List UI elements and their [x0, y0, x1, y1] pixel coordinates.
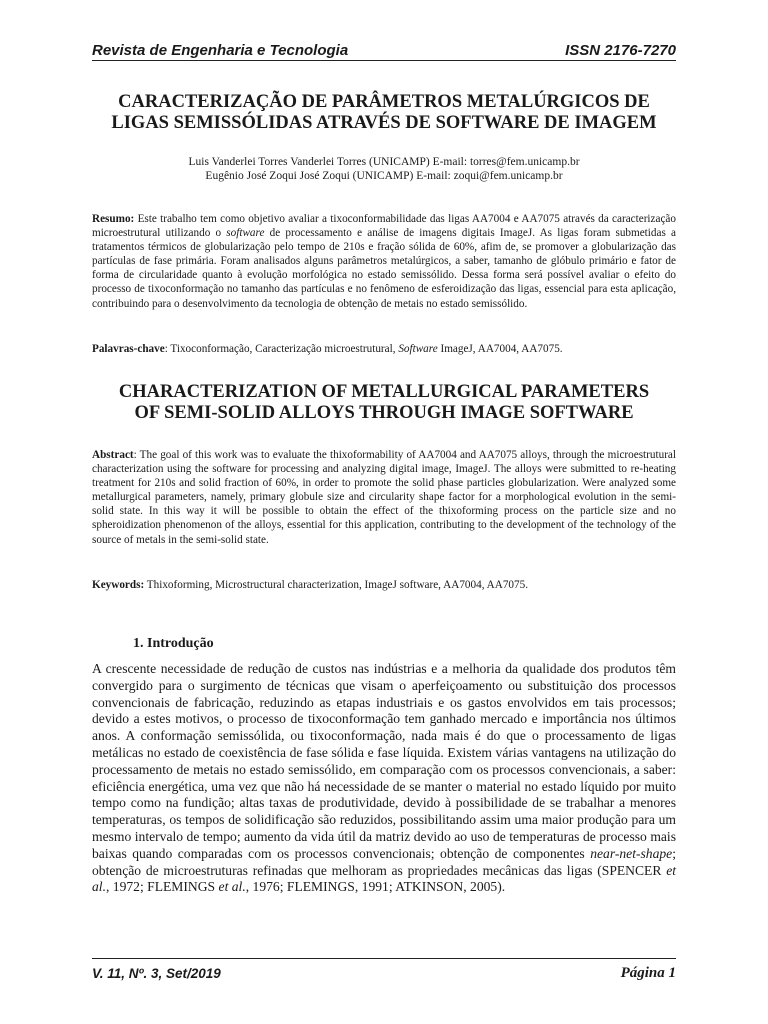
keywords-label: Keywords: [92, 579, 145, 591]
intro-text-d: , 1976; FLEMINGS, 1991; ATKINSON, 2005). [245, 879, 506, 895]
footer-divider [92, 958, 676, 959]
title-english [80, 382, 688, 424]
palavras-chave-italic: Software [398, 343, 438, 355]
title-pt-line-1: CARACTERIZAÇÃO DE PARÂMETROS METALÚRGICOS DE [118, 92, 650, 112]
intro-text-a: A crescente necessidade de redução de custos nas indústrias e a melhoria da qualidade dos produtos têm convergido para o surgimento de técnicas que visam o aperfeiçoamento ou substituição dos processos convencionais de fabricação, reduzindo as etapas industriais e os gastos envolvidos em tais processos; devido a estes motivos, o processo de tixoconformação tem ganhado mercado e importância nos últimos anos. A conformação semissólida, ou tixoconformação, nada mais é do que o processamento de ligas metálicas no estado de coexistência de fase sólida e fase líquida. Existem várias vantagens na utilização do processamento de metais no estado semissólido, em comparação com os processos convencionais, a saber: eficiência energética, uma vez que não há necessidade de se manter o material no estado líquido por muito tempo como na fundição; altas taxas de produtividade, devido à possibilidade de se trabalhar a menores temperaturas, os tempos de solidificação são reduzidos, possibilitando assim uma maior produção para um mesmo intervalo de tempo; aumento da vida útil da matriz devido ao uso de temperaturas de processo mais baixas quando comparadas com os processos convencionais; obtenção de componentes [92, 661, 676, 861]
running-footer [92, 964, 676, 984]
intro-italic-et-al-2: et al. [218, 879, 246, 895]
volume-info: V. 11, Nº. 3, Set/2019 [92, 966, 221, 981]
palavras-chave-text-b: ImageJ, AA7004, AA7075. [437, 343, 563, 355]
header-divider [92, 60, 676, 61]
introducao-paragraph [92, 661, 676, 896]
resumo-paragraph [92, 212, 676, 311]
title-portuguese [80, 92, 688, 134]
authors-block [80, 155, 688, 183]
resumo-text-a: Este trabalho tem como objetivo avaliar a tixoconformabilidade das ligas AA7004 e AA7075 através da caracterização microestrutural utilizando o [92, 213, 676, 240]
issn: ISSN 2176-7270 [565, 42, 676, 59]
intro-text-c: , 1972; FLEMINGS [105, 879, 219, 895]
keywords-text: Thixoforming, Microstructural characterization, ImageJ software, AA7004, AA7075. [144, 579, 528, 591]
resumo-label: Resumo: [92, 213, 135, 225]
title-en-line-2: OF SEMI-SOLID ALLOYS THROUGH IMAGE SOFTWARE [134, 403, 634, 423]
intro-text-b: ; obtenção de microestruturas refinadas que melhoram as propriedades mecânicas das ligas (SPENCER [92, 845, 676, 878]
palavras-chave-paragraph [92, 342, 676, 356]
keywords-paragraph [92, 578, 676, 592]
running-header [92, 38, 676, 60]
palavras-chave-text-a: : Tixoconformação, Caracterização microestrutural, [164, 343, 399, 355]
title-pt-line-2: LIGAS SEMISSÓLIDAS ATRAVÉS DE SOFTWARE DE IMAGEM [111, 113, 657, 133]
intro-italic-near-net-shape: near-net-shape [590, 845, 673, 861]
palavras-chave-label: Palavras-chave [92, 343, 165, 355]
abstract-paragraph [92, 448, 676, 547]
resumo-text-italic: software [226, 227, 265, 240]
resumo-text-b: de processamento e análise de imagens digitais ImageJ. As ligas foram submetidas a tratamentos térmicos de globularização pelo tempo de 210s e fração sólida de 60%, afim de, se promover a globularização das partículas de fase primária. Foram analisados alguns parâmetros metalúrgicos, a saber, tamanho de glóbulo primário e fator de forma de circularidade quanto à evolução morfológica no estado semissólido. Dessa forma será possível avaliar o efeito do processo de tixoconformação no tamanho das partículas e no fenômeno de esferoidização das ligas, essencial para esta aplicação, contribuindo para o desenvolvimento da tecnologia de obtenção de metais no estado semissólido. [92, 227, 676, 310]
abstract-text: : The goal of this work was to evaluate the thixoformability of AA7004 and AA7075 alloys, through the microestrutural characterization using the software for processing and analyzing digital image, ImageJ. The alloys were submitted to re-heating treatment for 210s and solid fraction of 60%, in order to promote the solid phase particles globularization. Were analyzed some metallurgical parameters, namely, primary globule size and circularity shape factor for a morphological evolution in the semi-solid state. In this way it will be possible to obtain the effect of the thixoforming process on the particle size and no spheroidization phenomenon of the alloys, essential for this application, contributing to the development of the technology of the source of metals in the semi-solid state. [92, 449, 676, 546]
journal-name: Revista de Engenharia e Tecnologia [92, 42, 349, 59]
author-2: Eugênio José Zoqui José Zoqui (UNICAMP) E-mail: zoqui@fem.unicamp.br [205, 170, 563, 182]
title-en-line-1: CHARACTERIZATION OF METALLURGICAL PARAMETERS [118, 382, 650, 402]
page-number: Página 1 [620, 965, 676, 981]
author-1: Luis Vanderlei Torres Vanderlei Torres (UNICAMP) E-mail: torres@fem.unicamp.br [188, 156, 580, 168]
section-heading-introducao: 1. Introdução [133, 636, 214, 651]
intro-italic-et-al-1: et al. [92, 862, 676, 895]
abstract-label: Abstract [92, 449, 134, 461]
